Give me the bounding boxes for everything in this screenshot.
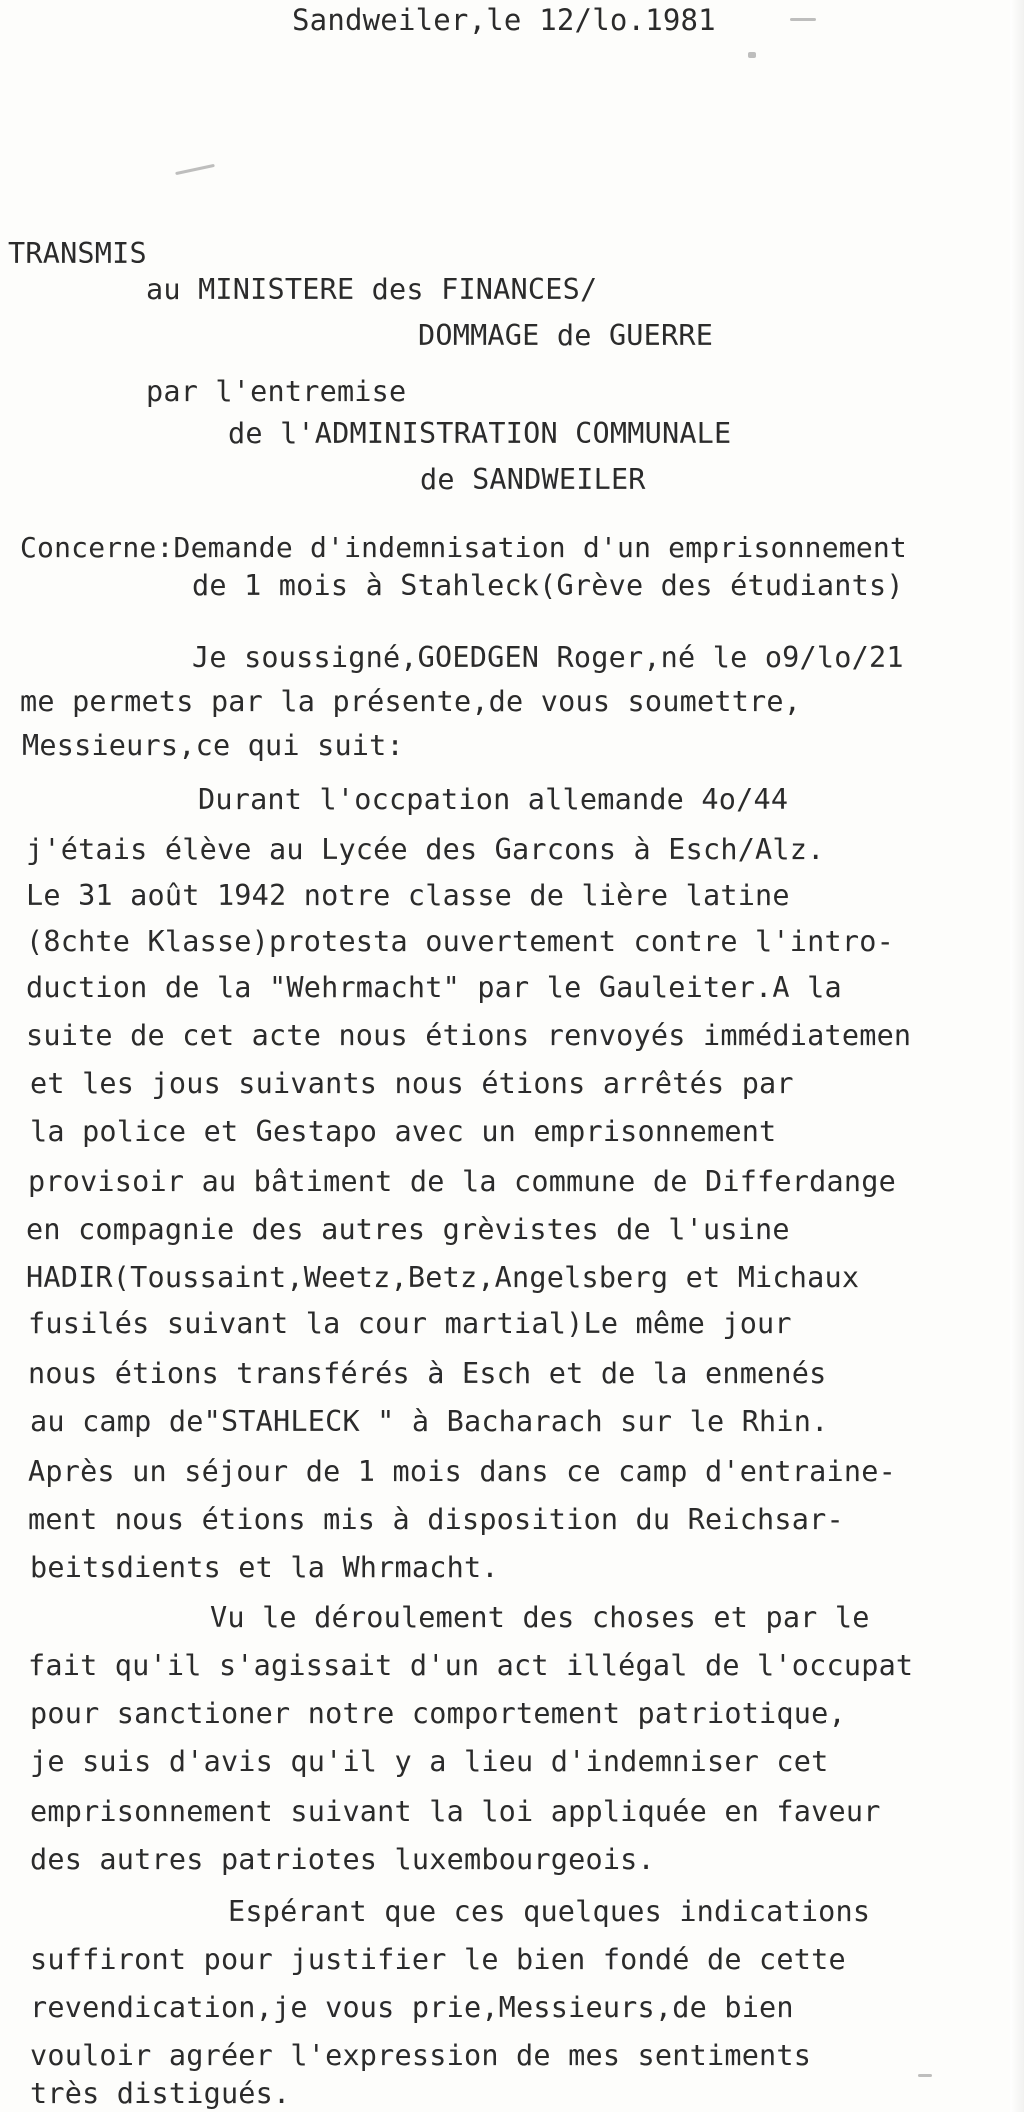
body-line: Durant l'occpation allemande 4o/44 — [198, 783, 789, 816]
body-line: beitsdients et la Whrmacht. — [30, 1551, 499, 1584]
address-line-transmis: TRANSMIS — [8, 237, 147, 270]
ink-speck — [918, 2074, 932, 2077]
body-line: en compagnie des autres grèvistes de l'usine — [26, 1213, 790, 1246]
body-line: ment nous étions mis à disposition du Reichsar- — [28, 1503, 844, 1536]
subject-line-2: de 1 mois à Stahleck(Grève des étudiants) — [192, 569, 904, 602]
body-line: emprisonnement suivant la loi appliquée en faveur — [30, 1795, 881, 1828]
body-line: des autres patriotes luxembourgeois. — [30, 1843, 655, 1876]
body-line: Vu le déroulement des choses et par le — [210, 1601, 870, 1634]
body-line: la police et Gestapo avec un emprisonnement — [30, 1115, 777, 1148]
body-line: revendication,je vous prie,Messieurs,de bien — [30, 1991, 794, 2024]
place-date: Sandweiler,le 12/lo.1981 — [292, 3, 716, 37]
body-line: je suis d'avis qu'il y a lieu d'indemniser cet — [30, 1745, 829, 1778]
body-line: Je soussigné,GOEDGEN Roger,né le o9/lo/21 — [192, 641, 904, 674]
address-line-ministere: au MINISTERE des FINANCES/ — [146, 273, 598, 306]
body-line: Après un séjour de 1 mois dans ce camp d'entraine- — [28, 1455, 896, 1488]
address-line-dommage: DOMMAGE de GUERRE — [418, 319, 714, 352]
body-line: et les jous suivants nous étions arrêtés par — [30, 1067, 794, 1100]
body-line: (8chte Klasse)protesta ouvertement contre l'intro- — [26, 925, 894, 958]
body-line: HADIR(Toussaint,Weetz,Betz,Angelsberg et Michaux — [26, 1261, 860, 1294]
body-line: très distigués. — [30, 2077, 291, 2110]
body-line: Le 31 août 1942 notre classe de lière latine — [26, 879, 790, 912]
address-line-administration: de l'ADMINISTRATION COMMUNALE — [228, 417, 732, 450]
body-line: Messieurs,ce qui suit: — [22, 729, 404, 762]
body-line: j'étais élève au Lycée des Garcons à Esch/Alz. — [26, 833, 825, 866]
body-line: suite de cet acte nous étions renvoyés immédiatemen — [26, 1019, 912, 1052]
body-line: Espérant que ces quelques indications — [228, 1895, 871, 1928]
body-line: me permets par la présente,de vous soumettre, — [20, 685, 802, 718]
ink-speck — [790, 18, 816, 21]
body-line: nous étions transférés à Esch et de la enmenés — [28, 1357, 827, 1390]
ink-speck — [175, 164, 215, 175]
paper-edge — [1010, 0, 1024, 2112]
body-line: duction de la "Wehrmacht" par le Gauleiter.A la — [26, 971, 842, 1004]
body-line: fait qu'il s'agissait d'un act illégal de l'occupat — [28, 1649, 914, 1682]
subject-line-1: Concerne:Demande d'indemnisation d'un emprisonnement — [20, 531, 907, 564]
ink-speck — [748, 52, 756, 58]
address-line-sandweiler: de SANDWEILER — [420, 463, 646, 496]
body-line: fusilés suivant la cour martial)Le même jour — [28, 1307, 792, 1340]
body-line: au camp de"STAHLECK " à Bacharach sur le Rhin. — [30, 1405, 829, 1438]
address-line-entremise: par l'entremise — [146, 375, 407, 408]
body-line: provisoir au bâtiment de la commune de Differdange — [28, 1165, 896, 1198]
body-line: pour sanctioner notre comportement patriotique, — [30, 1697, 846, 1730]
body-line: suffiront pour justifier le bien fondé de cette — [30, 1943, 846, 1976]
body-line: vouloir agréer l'expression de mes sentiments — [30, 2039, 812, 2072]
